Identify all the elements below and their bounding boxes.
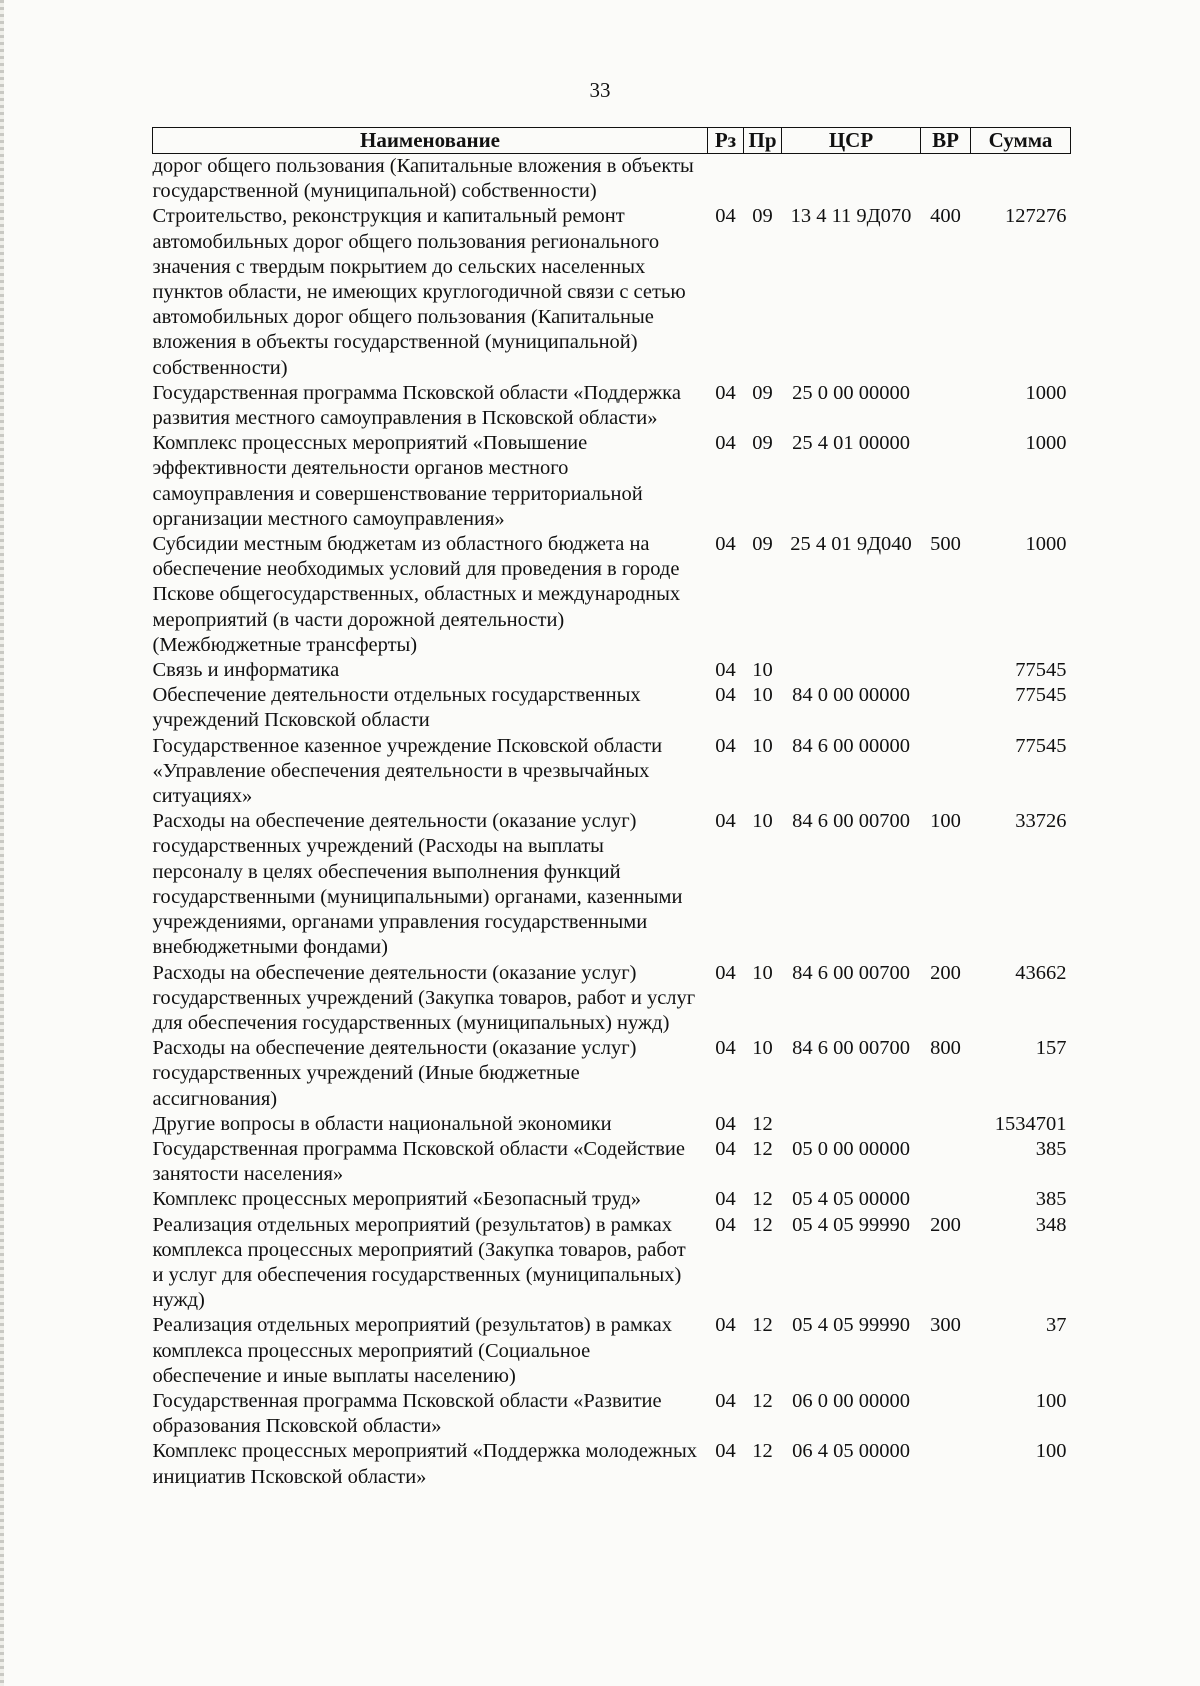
table-row [153, 381, 1071, 431]
row-rz: 04 [715, 1112, 736, 1135]
row-rz: 04 [715, 381, 736, 404]
row-vr [921, 431, 971, 532]
row-pr: 10 [752, 1037, 773, 1060]
row-csr: 84 6 00 00700 [792, 810, 910, 833]
header-rz: Рз [708, 128, 744, 154]
row-pr: 12 [752, 1314, 773, 1337]
row-csr: 05 4 05 99990 [792, 1314, 910, 1337]
row-vr [921, 1439, 971, 1489]
row-rz: 04 [715, 1213, 736, 1236]
row-vr [921, 154, 971, 205]
row-csr [782, 1112, 921, 1137]
row-rz: 04 [715, 659, 736, 682]
row-pr: 12 [752, 1188, 773, 1211]
row-name: Связь и информатика [152, 659, 340, 682]
row-name: Расходы на обеспечение деятельности (оказание услуг) государственных учреждений (Закупка товаров, работ и услуг для обеспечения государственных (муниципальных) нужд) [152, 961, 696, 1034]
header-sum: Сумма [971, 128, 1071, 154]
row-rz: 04 [715, 1440, 736, 1463]
table-header-row [153, 128, 1071, 154]
row-csr: 05 0 00 00000 [792, 1137, 910, 1160]
row-sum: 1000 [1025, 381, 1067, 404]
row-pr: 12 [752, 1137, 773, 1160]
row-rz: 04 [715, 533, 736, 556]
row-rz: 04 [715, 432, 736, 455]
budget-table [152, 127, 1071, 1490]
table-row [153, 1112, 1071, 1137]
row-vr [921, 1112, 971, 1137]
table-row [153, 1389, 1071, 1439]
table-row [153, 1213, 1071, 1314]
row-pr: 10 [752, 659, 773, 682]
row-pr: 09 [752, 432, 773, 455]
row-pr: 10 [752, 810, 773, 833]
table-row [153, 961, 1071, 1037]
row-vr: 800 [930, 1037, 961, 1060]
row-sum: 43662 [1015, 961, 1067, 984]
row-name: Комплекс процессных мероприятий «Безопасный труд» [152, 1188, 641, 1211]
row-pr: 12 [752, 1213, 773, 1236]
row-pr: 09 [752, 381, 773, 404]
row-vr [921, 734, 971, 810]
row-rz: 04 [715, 1188, 736, 1211]
row-rz: 04 [715, 734, 736, 757]
row-csr: 84 0 00 00000 [792, 684, 910, 707]
row-name: Государственная программа Псковской области «Поддержка развития местного самоуправления в Псковской области» [152, 381, 681, 430]
row-sum: 1534701 [994, 1112, 1067, 1135]
row-csr: 84 6 00 00000 [792, 734, 910, 757]
row-sum: 1000 [1025, 533, 1067, 556]
row-csr [782, 658, 921, 683]
table-row [153, 1036, 1071, 1112]
row-pr: 12 [752, 1112, 773, 1135]
row-pr [744, 154, 782, 205]
row-vr: 200 [930, 1213, 961, 1236]
header-pr: Пр [744, 128, 782, 154]
header-vr: ВР [921, 128, 971, 154]
row-name: дорог общего пользования (Капитальные вложения в объекты государственной (муниципальной) собственности) [152, 155, 694, 203]
row-pr: 09 [752, 533, 773, 556]
row-rz: 04 [715, 961, 736, 984]
row-name: Государственная программа Псковской области «Содействие занятости населения» [152, 1137, 685, 1186]
table-row [153, 734, 1071, 810]
row-vr [921, 1389, 971, 1439]
row-rz: 04 [715, 684, 736, 707]
row-vr [921, 1187, 971, 1212]
table-row [153, 204, 1071, 380]
row-vr: 200 [930, 961, 961, 984]
table-row [153, 683, 1071, 733]
table-row [153, 1137, 1071, 1187]
row-sum: 77545 [1015, 684, 1067, 707]
row-name: Расходы на обеспечение деятельности (оказание услуг) государственных учреждений (Иные бюджетные ассигнования) [152, 1037, 637, 1110]
row-name: Государственная программа Псковской области «Развитие образования Псковской области» [152, 1389, 662, 1438]
row-sum: 127276 [1005, 205, 1067, 228]
row-csr: 06 4 05 00000 [792, 1440, 910, 1463]
row-name: Обеспечение деятельности отдельных государственных учреждений Псковской области [152, 684, 641, 732]
row-rz: 04 [715, 1037, 736, 1060]
page-number: 33 [589, 78, 611, 102]
row-rz: 04 [715, 1389, 736, 1412]
row-sum: 33726 [1015, 810, 1067, 833]
row-pr: 10 [752, 684, 773, 707]
row-csr: 84 6 00 00700 [792, 961, 910, 984]
row-csr: 25 0 00 00000 [792, 381, 910, 404]
row-vr: 100 [930, 810, 961, 833]
header-csr: ЦСР [782, 128, 921, 154]
header-name: Наименование [153, 128, 708, 154]
row-vr [921, 381, 971, 431]
row-sum: 348 [1035, 1213, 1067, 1236]
row-name: Строительство, реконструкция и капитальный ремонт автомобильных дорог общего пользования регионального значения с твердым покрытием до сельских населенных пунктов области, не имеющих круглогодичной связи с сетью автомобильных дорог общего пользования (Капитальные вложения в объекты государственной (муниципальной) собственности) [152, 205, 686, 379]
row-vr [921, 1137, 971, 1187]
row-sum [971, 154, 1071, 205]
row-pr: 10 [752, 734, 773, 757]
table-row [153, 154, 1071, 205]
row-csr: 25 4 01 9Д040 [790, 533, 912, 556]
row-sum: 37 [1046, 1314, 1067, 1337]
row-rz: 04 [715, 1314, 736, 1337]
row-pr: 12 [752, 1440, 773, 1463]
table-body [153, 154, 1071, 1490]
table-row [153, 809, 1071, 960]
row-vr [921, 683, 971, 733]
row-csr: 05 4 05 99990 [792, 1213, 910, 1236]
row-vr [921, 658, 971, 683]
row-vr: 300 [930, 1314, 961, 1337]
row-rz: 04 [715, 810, 736, 833]
row-sum: 100 [1035, 1389, 1067, 1412]
row-name: Расходы на обеспечение деятельности (оказание услуг) государственных учреждений (Расходы на выплаты персоналу в целях обеспечения выполнения функций государственными (муниципальными) органами, казенными учреждениями, органами управления государственными внебюджетными фондами) [152, 810, 683, 959]
row-name: Реализация отдельных мероприятий (результатов) в рамках комплекса процессных мероприятий (Закупка товаров, работ и услуг для обеспечения государственных (муниципальных) нужд) [152, 1213, 686, 1312]
row-name: Государственное казенное учреждение Псковской области «Управление обеспечения деятельности в чрезвычайных ситуациях» [152, 734, 663, 808]
row-csr: 13 4 11 9Д070 [790, 205, 912, 228]
row-rz: 04 [715, 205, 736, 228]
scan-edge [0, 0, 4, 1686]
row-vr: 500 [930, 533, 961, 556]
row-sum: 1000 [1025, 432, 1067, 455]
row-rz: 04 [715, 1137, 736, 1160]
row-csr [782, 154, 921, 205]
row-vr: 400 [930, 205, 961, 228]
row-name: Субсидии местным бюджетам из областного бюджета на обеспечение необходимых условий для проведения в городе Пскове общегосударственных, областных и международных мероприятий (в части дорожной деятельности) (Межбюджетные трансферты) [152, 533, 681, 656]
row-pr: 09 [752, 205, 773, 228]
row-pr: 12 [752, 1389, 773, 1412]
row-sum: 385 [1035, 1188, 1067, 1211]
table-row [153, 431, 1071, 532]
row-rz [708, 154, 744, 205]
table-row [153, 1313, 1071, 1389]
table-row [153, 658, 1071, 683]
row-name: Другие вопросы в области национальной экономики [152, 1112, 612, 1135]
row-pr: 10 [752, 961, 773, 984]
row-csr: 06 0 00 00000 [792, 1389, 910, 1412]
table-row [153, 532, 1071, 658]
row-sum: 77545 [1015, 659, 1067, 682]
row-csr: 05 4 05 00000 [792, 1188, 910, 1211]
row-name: Комплекс процессных мероприятий «Поддержка молодежных инициатив Псковской области» [152, 1440, 698, 1488]
row-csr: 25 4 01 00000 [792, 432, 910, 455]
row-csr: 84 6 00 00700 [792, 1037, 910, 1060]
table-row [153, 1439, 1071, 1489]
row-sum: 385 [1035, 1137, 1067, 1160]
table-row [153, 1187, 1071, 1212]
row-sum: 100 [1035, 1440, 1067, 1463]
row-name: Реализация отдельных мероприятий (результатов) в рамках комплекса процессных мероприятий (Социальное обеспечение и иные выплаты населению) [152, 1314, 672, 1387]
row-name: Комплекс процессных мероприятий «Повышение эффективности деятельности органов местного самоуправления и совершенствование территориальной организации местного самоуправления» [152, 432, 643, 530]
row-sum: 157 [1035, 1037, 1067, 1060]
row-sum: 77545 [1015, 734, 1067, 757]
